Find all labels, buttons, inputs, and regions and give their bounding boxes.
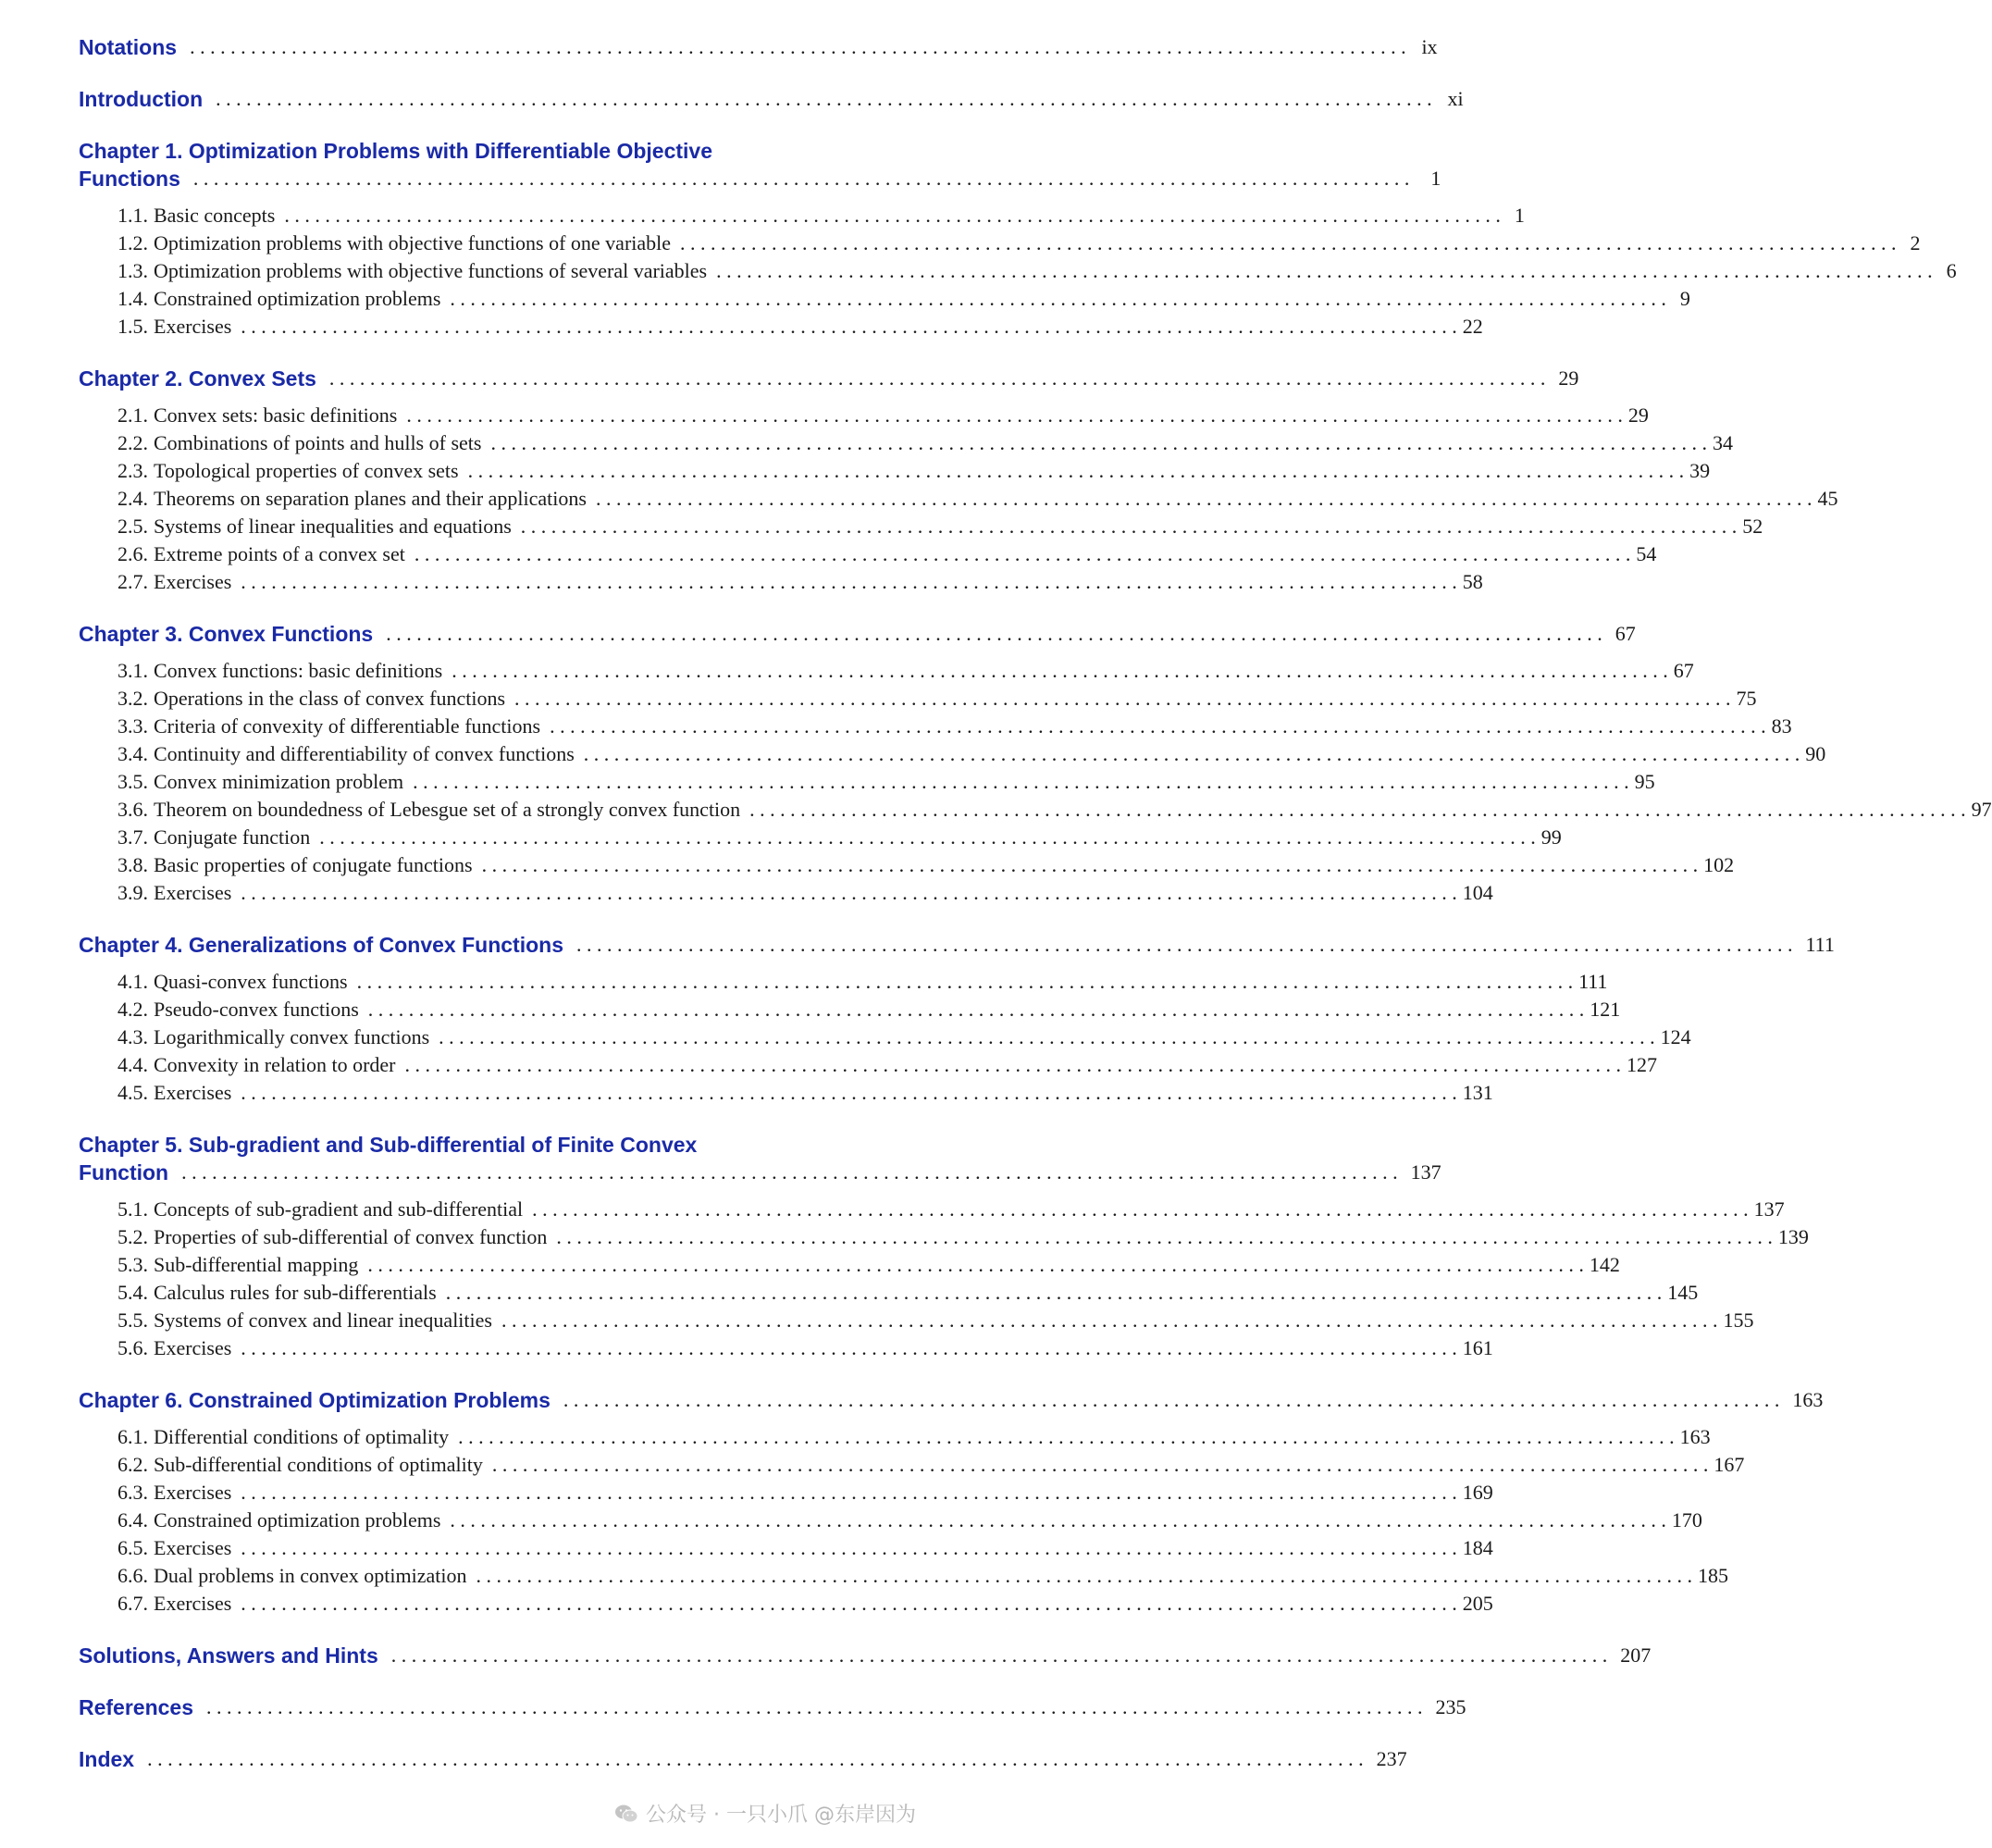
section-list — [79, 1423, 1745, 1618]
dot-leader: . . . . . . . . . . . . . . . . . . . . . . . . . . . . . . . . . . . . . . . . . . . . . . . . . . . . . . . . . . . . . . . . . . . . . . . . . . . . . . . . . . . . . . . . . . . . . . . . . . . . . . . . . . . . . . . . . . . . . . . . — [716, 259, 1933, 282]
section-number: 5.3. — [118, 1253, 148, 1276]
dot-leader: . . . . . . . . . . . . . . . . . . . . . . . . . . . . . . . . . . . . . . . . . . . . . . . . . . . . . . . . . . . . . . . . . . . . . . . . . . . . . . . . . . . . . . . . . . . . . . . . . . . . . . . . . . . . . . . . . . . . . . . . — [450, 1508, 1666, 1532]
toc-section-entry[interactable] — [79, 457, 1711, 485]
dot-leader: . . . . . . . . . . . . . . . . . . . . . . . . . . . . . . . . . . . . . . . . . . . . . . . . . . . . . . . . . . . . . . . . . . . . . . . . . . . . . . . . . . . . . . . . . . . . . . . . . . . . . . . . . . . . . . . . . . . . . . . . — [514, 687, 1731, 710]
section-number: 3.9. — [118, 881, 148, 904]
chapter-title: Function — [79, 1160, 169, 1184]
section-title: Constrained optimization problems — [154, 287, 441, 310]
toc-section-entry[interactable] — [79, 996, 1621, 1023]
chapter-title-line2 — [79, 1159, 1441, 1186]
section-number: 1.3. — [118, 259, 148, 282]
section-gap — [79, 907, 870, 931]
section-title: Continuity and differentiability of convex functions — [154, 742, 575, 765]
toc-section-entry[interactable] — [79, 540, 1657, 568]
section-title: Conjugate function — [154, 825, 311, 849]
chapter-title: Chapter 2. Convex Sets — [79, 366, 316, 391]
toc-section-entry[interactable] — [79, 568, 1483, 596]
chapter-page-number: 29 — [1558, 366, 1579, 390]
dot-leader: . . . . . . . . . . . . . . . . . . . . . . . . . . . . . . . . . . . . . . . . . . . . . . . . . . . . . . . . . . . . . . . . . . . . . . . . . . . . . . . . . . . . . . . . . . . . . . . . . . . . . . . . . . . . . . . . . . . . . . . . — [190, 35, 1406, 58]
dot-leader: . . . . . . . . . . . . . . . . . . . . . . . . . . . . . . . . . . . . . . . . . . . . . . . . . . . . . . . . . . . . . . . . . . . . . . . . . . . . . . . . . . . . . . . . . . . . . . . . . . . . . . . . . . . . . . . . . . . . . . . . — [556, 1225, 1773, 1248]
chapter-title: Chapter 3. Convex Functions — [79, 622, 374, 646]
table-of-contents — [79, 33, 1992, 1773]
watermark — [614, 1799, 916, 1828]
toc-section-entry[interactable] — [79, 1507, 1702, 1534]
section-page-number: 52 — [1742, 515, 1763, 538]
section-page-number: 1 — [1514, 204, 1525, 227]
section-page-number: 185 — [1698, 1564, 1728, 1587]
section-page-number: 155 — [1723, 1308, 1754, 1332]
dot-leader: . . . . . . . . . . . . . . . . . . . . . . . . . . . . . . . . . . . . . . . . . . . . . . . . . . . . . . . . . . . . . . . . . . . . . . . . . . . . . . . . . . . . . . . . . . . . . . . . . . . . . . . . . . . . . . . . . . . . . . . . — [319, 825, 1536, 849]
section-number: 6.7. — [118, 1592, 148, 1615]
toc-section-entry[interactable] — [79, 796, 1992, 824]
section-number: 6.4. — [118, 1508, 148, 1532]
section-number: 6.1. — [118, 1425, 148, 1448]
section-page-number: 170 — [1671, 1508, 1702, 1532]
section-title: Extreme points of a convex set — [154, 542, 405, 565]
dot-leader: . . . . . . . . . . . . . . . . . . . . . . . . . . . . . . . . . . . . . . . . . . . . . . . . . . . . . . . . . . . . . . . . . . . . . . . . . . . . . . . . . . . . . . . . . . . . . . . . . . . . . . . . . . . . . . . . . . . . . . . . — [241, 881, 1457, 904]
chapter-title-line1: Chapter 1. Optimization Problems with Differentiable Objective — [79, 139, 713, 163]
dot-leader: . . . . . . . . . . . . . . . . . . . . . . . . . . . . . . . . . . . . . . . . . . . . . . . . . . . . . . . . . . . . . . . . . . . . . . . . . . . . . . . . . . . . . . . . . . . . . . . . . . . . . . . . . . . . . . . . . . . . . . . . — [181, 1160, 1398, 1184]
toc-section-entry[interactable] — [79, 513, 1763, 540]
section-page-number: 102 — [1703, 853, 1735, 876]
section-number: 5.5. — [118, 1308, 148, 1332]
section-title: Convex sets: basic definitions — [154, 403, 398, 427]
dot-leader: . . . . . . . . . . . . . . . . . . . . . . . . . . . . . . . . . . . . . . . . . . . . . . . . . . . . . . . . . . . . . . . . . . . . . . . . . . . . . . . . . . . . . . . . . . . . . . . . . . . . . . . . . . . . . . . . . . . . . . . . — [206, 1695, 1423, 1718]
toc-section-entry[interactable] — [79, 229, 1921, 257]
toc-section-entry[interactable] — [79, 740, 1826, 768]
dot-leader: . . . . . . . . . . . . . . . . . . . . . . . . . . . . . . . . . . . . . . . . . . . . . . . . . . . . . . . . . . . . . . . . . . . . . . . . . . . . . . . . . . . . . . . . . . . . . . . . . . . . . . . . . . . . . . . . . . . . . . . . — [491, 1453, 1709, 1476]
toc-section-entry[interactable] — [79, 1423, 1711, 1451]
chapter-title: Chapter 4. Generalizations of Convex Functions — [79, 933, 563, 957]
chapter-title-line2 — [79, 165, 1441, 192]
section-title: Operations in the class of convex functions — [154, 687, 506, 710]
section-gap — [79, 1107, 870, 1131]
dot-leader: . . . . . . . . . . . . . . . . . . . . . . . . . . . . . . . . . . . . . . . . . . . . . . . . . . . . . . . . . . . . . . . . . . . . . . . . . . . . . . . . . . . . . . . . . . . . . . . . . . . . . . . . . . . . . . . . . . . . . . . . — [414, 542, 1631, 565]
dot-leader: . . . . . . . . . . . . . . . . . . . . . . . . . . . . . . . . . . . . . . . . . . . . . . . . . . . . . . . . . . . . . . . . . . . . . . . . . . . . . . . . . . . . . . . . . . . . . . . . . . . . . . . . . . . . . . . . . . . . . . . . — [192, 167, 1410, 190]
section-title: Topological properties of convex sets — [154, 459, 459, 482]
section-title: Exercises — [154, 1536, 232, 1559]
dot-leader: . . . . . . . . . . . . . . . . . . . . . . . . . . . . . . . . . . . . . . . . . . . . . . . . . . . . . . . . . . . . . . . . . . . . . . . . . . . . . . . . . . . . . . . . . . . . . . . . . . . . . . . . . . . . . . . . . . . . . . . . — [406, 403, 1623, 427]
section-title: Exercises — [154, 881, 232, 904]
section-page-number: 104 — [1462, 881, 1493, 904]
section-page-number: 39 — [1689, 459, 1711, 482]
dot-leader: . . . . . . . . . . . . . . . . . . . . . . . . . . . . . . . . . . . . . . . . . . . . . . . . . . . . . . . . . . . . . . . . . . . . . . . . . . . . . . . . . . . . . . . . . . . . . . . . . . . . . . . . . . . . . . . . . . . . . . . . — [241, 1592, 1457, 1615]
toc-section-entry[interactable] — [79, 657, 1694, 685]
dot-leader: . . . . . . . . . . . . . . . . . . . . . . . . . . . . . . . . . . . . . . . . . . . . . . . . . . . . . . . . . . . . . . . . . . . . . . . . . . . . . . . . . . . . . . . . . . . . . . . . . . . . . . . . . . . . . . . . . . . . . . . . — [241, 1081, 1457, 1104]
section-number: 6.3. — [118, 1481, 148, 1504]
dot-leader: . . . . . . . . . . . . . . . . . . . . . . . . . . . . . . . . . . . . . . . . . . . . . . . . . . . . . . . . . . . . . . . . . . . . . . . . . . . . . . . . . . . . . . . . . . . . . . . . . . . . . . . . . . . . . . . . . . . . . . . . — [520, 515, 1738, 538]
toc-section-entry[interactable] — [79, 1279, 1699, 1307]
chapter-page-number: 163 — [1792, 1388, 1824, 1411]
toc-section-entry[interactable] — [79, 1251, 1620, 1279]
toc-chapter-entry[interactable] — [79, 1642, 1652, 1669]
section-page-number: 95 — [1634, 770, 1655, 793]
section-title: Criteria of convexity of differentiable functions — [154, 714, 541, 738]
section-number: 3.3. — [118, 714, 148, 738]
section-number: 2.2. — [118, 431, 148, 454]
section-number: 6.6. — [118, 1564, 148, 1587]
section-number: 3.6. — [118, 798, 148, 821]
toc-section-entry[interactable] — [79, 1451, 1745, 1479]
dot-leader: . . . . . . . . . . . . . . . . . . . . . . . . . . . . . . . . . . . . . . . . . . . . . . . . . . . . . . . . . . . . . . . . . . . . . . . . . . . . . . . . . . . . . . . . . . . . . . . . . . . . . . . . . . . . . . . . . . . . . . . . — [241, 1336, 1457, 1359]
toc-section-entry[interactable] — [79, 1223, 1809, 1251]
dot-leader: . . . . . . . . . . . . . . . . . . . . . . . . . . . . . . . . . . . . . . . . . . . . . . . . . . . . . . . . . . . . . . . . . . . . . . . . . . . . . . . . . . . . . . . . . . . . . . . . . . . . . . . . . . . . . . . . . . . . . . . . — [356, 970, 1574, 993]
section-number: 4.1. — [118, 970, 148, 993]
section-page-number: 139 — [1777, 1225, 1809, 1248]
section-page-number: 9 — [1679, 287, 1690, 310]
chapter-title: Solutions, Answers and Hints — [79, 1643, 378, 1668]
section-number: 4.3. — [118, 1025, 148, 1048]
chapter-title: Chapter 6. Constrained Optimization Problems — [79, 1388, 551, 1412]
dot-leader: . . . . . . . . . . . . . . . . . . . . . . . . . . . . . . . . . . . . . . . . . . . . . . . . . . . . . . . . . . . . . . . . . . . . . . . . . . . . . . . . . . . . . . . . . . . . . . . . . . . . . . . . . . . . . . . . . . . . . . . . — [467, 459, 1685, 482]
section-gap — [79, 113, 870, 137]
dot-leader: . . . . . . . . . . . . . . . . . . . . . . . . . . . . . . . . . . . . . . . . . . . . . . . . . . . . . . . . . . . . . . . . . . . . . . . . . . . . . . . . . . . . . . . . . . . . . . . . . . . . . . . . . . . . . . . . . . . . . . . . — [458, 1425, 1675, 1448]
section-number: 3.2. — [118, 687, 148, 710]
dot-leader: . . . . . . . . . . . . . . . . . . . . . . . . . . . . . . . . . . . . . . . . . . . . . . . . . . . . . . . . . . . . . . . . . . . . . . . . . . . . . . . . . . . . . . . . . . . . . . . . . . . . . . . . . . . . . . . . . . . . . . . . — [390, 1643, 1608, 1667]
section-number: 1.4. — [118, 287, 148, 310]
toc-section-entry[interactable] — [79, 1562, 1728, 1590]
section-number: 4.2. — [118, 998, 148, 1021]
chapter-page-number: 207 — [1620, 1643, 1652, 1667]
section-title: Combinations of points and hulls of sets — [154, 431, 482, 454]
section-title: Optimization problems with objective functions of one variable — [154, 231, 672, 254]
toc-chapter-entry[interactable] — [79, 620, 1636, 648]
section-gap — [79, 1669, 870, 1693]
dot-leader: . . . . . . . . . . . . . . . . . . . . . . . . . . . . . . . . . . . . . . . . . . . . . . . . . . . . . . . . . . . . . . . . . . . . . . . . . . . . . . . . . . . . . . . . . . . . . . . . . . . . . . . . . . . . . . . . . . . . . . . . — [680, 231, 1897, 254]
section-page-number: 127 — [1627, 1053, 1657, 1076]
section-title: Exercises — [154, 315, 232, 338]
section-title: Exercises — [154, 1592, 232, 1615]
section-number: 1.1. — [118, 204, 148, 227]
dot-leader: . . . . . . . . . . . . . . . . . . . . . . . . . . . . . . . . . . . . . . . . . . . . . . . . . . . . . . . . . . . . . . . . . . . . . . . . . . . . . . . . . . . . . . . . . . . . . . . . . . . . . . . . . . . . . . . . . . . . . . . . — [241, 570, 1457, 593]
section-page-number: 205 — [1462, 1592, 1493, 1615]
section-list — [79, 657, 1992, 907]
section-page-number: 22 — [1462, 315, 1483, 338]
section-number: 2.5. — [118, 515, 148, 538]
section-title: Sub-differential mapping — [154, 1253, 359, 1276]
section-page-number: 75 — [1736, 687, 1757, 710]
toc-chapter-entry[interactable] — [79, 1131, 1441, 1186]
toc-section-entry[interactable] — [79, 713, 1792, 740]
section-page-number: 161 — [1462, 1336, 1493, 1359]
toc-section-entry[interactable] — [79, 768, 1655, 796]
section-page-number: 2 — [1910, 231, 1921, 254]
section-number: 3.4. — [118, 742, 148, 765]
dot-leader: . . . . . . . . . . . . . . . . . . . . . . . . . . . . . . . . . . . . . . . . . . . . . . . . . . . . . . . . . . . . . . . . . . . . . . . . . . . . . . . . . . . . . . . . . . . . . . . . . . . . . . . . . . . . . . . . . . . . . . . . — [367, 1253, 1584, 1276]
dot-leader: . . . . . . . . . . . . . . . . . . . . . . . . . . . . . . . . . . . . . . . . . . . . . . . . . . . . . . . . . . . . . . . . . . . . . . . . . . . . . . . . . . . . . . . . . . . . . . . . . . . . . . . . . . . . . . . . . . . . . . . . — [439, 1025, 1655, 1048]
dot-leader: . . . . . . . . . . . . . . . . . . . . . . . . . . . . . . . . . . . . . . . . . . . . . . . . . . . . . . . . . . . . . . . . . . . . . . . . . . . . . . . . . . . . . . . . . . . . . . . . . . . . . . . . . . . . . . . . . . . . . . . . — [481, 853, 1699, 876]
section-page-number: 67 — [1673, 659, 1694, 682]
section-number: 3.1. — [118, 659, 148, 682]
section-title: Theorems on separation planes and their applications — [154, 487, 587, 510]
section-gap — [79, 596, 870, 620]
section-number: 5.1. — [118, 1197, 148, 1221]
section-number: 2.3. — [118, 459, 148, 482]
toc-chapter-entry[interactable] — [79, 931, 1835, 959]
section-page-number: 99 — [1540, 825, 1562, 849]
section-number: 6.2. — [118, 1453, 148, 1476]
section-number: 3.7. — [118, 825, 148, 849]
chapter-title: Functions — [79, 167, 180, 191]
section-title: Exercises — [154, 1336, 232, 1359]
section-number: 5.6. — [118, 1336, 148, 1359]
chapter-page-number: xi — [1447, 87, 1464, 110]
section-page-number: 83 — [1771, 714, 1792, 738]
chapter-page-number: ix — [1421, 35, 1438, 58]
section-title: Calculus rules for sub-differentials — [154, 1281, 437, 1304]
dot-leader: . . . . . . . . . . . . . . . . . . . . . . . . . . . . . . . . . . . . . . . . . . . . . . . . . . . . . . . . . . . . . . . . . . . . . . . . . . . . . . . . . . . . . . . . . . . . . . . . . . . . . . . . . . . . . . . . . . . . . . . . — [595, 487, 1813, 510]
section-number: 2.6. — [118, 542, 148, 565]
chapter-title-line1: Chapter 5. Sub-gradient and Sub-differential of Finite Convex — [79, 1133, 698, 1157]
toc-section-entry[interactable] — [79, 285, 1690, 313]
toc-section-entry[interactable] — [79, 851, 1735, 879]
section-number: 3.8. — [118, 853, 148, 876]
toc-section-entry[interactable] — [79, 1051, 1657, 1079]
section-title: Sub-differential conditions of optimality — [154, 1453, 483, 1476]
dot-leader: . . . . . . . . . . . . . . . . . . . . . . . . . . . . . . . . . . . . . . . . . . . . . . . . . . . . . . . . . . . . . . . . . . . . . . . . . . . . . . . . . . . . . . . . . . . . . . . . . . . . . . . . . . . . . . . . . . . . . . . . — [367, 998, 1585, 1021]
toc-section-entry[interactable] — [79, 402, 1649, 429]
section-page-number: 163 — [1679, 1425, 1711, 1448]
toc-section-entry[interactable] — [79, 1023, 1691, 1051]
dot-leader: . . . . . . . . . . . . . . . . . . . . . . . . . . . . . . . . . . . . . . . . . . . . . . . . . . . . . . . . . . . . . . . . . . . . . . . . . . . . . . . . . . . . . . . . . . . . . . . . . . . . . . . . . . . . . . . . . . . . . . . . — [386, 622, 1602, 645]
section-page-number: 167 — [1714, 1453, 1745, 1476]
toc-chapter-entry[interactable] — [79, 1745, 1407, 1773]
section-title: Differential conditions of optimality — [154, 1425, 450, 1448]
section-title: Systems of linear inequalities and equations — [154, 515, 512, 538]
section-page-number: 142 — [1589, 1253, 1620, 1276]
dot-leader: . . . . . . . . . . . . . . . . . . . . . . . . . . . . . . . . . . . . . . . . . . . . . . . . . . . . . . . . . . . . . . . . . . . . . . . . . . . . . . . . . . . . . . . . . . . . . . . . . . . . . . . . . . . . . . . . . . . . . . . . — [241, 315, 1457, 338]
toc-chapter-entry[interactable] — [79, 33, 1438, 61]
section-number: 1.5. — [118, 315, 148, 338]
toc-section-entry[interactable] — [79, 1479, 1493, 1507]
chapter-title: Index — [79, 1747, 135, 1771]
toc-section-entry[interactable] — [79, 824, 1562, 851]
section-list — [79, 1196, 1809, 1362]
dot-leader: . . . . . . . . . . . . . . . . . . . . . . . . . . . . . . . . . . . . . . . . . . . . . . . . . . . . . . . . . . . . . . . . . . . . . . . . . . . . . . . . . . . . . . . . . . . . . . . . . . . . . . . . . . . . . . . . . . . . . . . . — [550, 714, 1766, 738]
section-page-number: 34 — [1712, 431, 1733, 454]
toc-section-entry[interactable] — [79, 968, 1608, 996]
section-page-number: 45 — [1817, 487, 1838, 510]
section-title: Convexity in relation to order — [154, 1053, 396, 1076]
chapter-title: References — [79, 1695, 194, 1719]
section-title: Convex minimization problem — [154, 770, 404, 793]
toc-section-entry[interactable] — [79, 429, 1733, 457]
dot-leader: . . . . . . . . . . . . . . . . . . . . . . . . . . . . . . . . . . . . . . . . . . . . . . . . . . . . . . . . . . . . . . . . . . . . . . . . . . . . . . . . . . . . . . . . . . . . . . . . . . . . . . . . . . . . . . . . . . . . . . . . — [452, 659, 1668, 682]
toc-chapter-entry[interactable] — [79, 85, 1464, 113]
section-title: Exercises — [154, 1481, 232, 1504]
section-gap — [79, 341, 870, 365]
section-title: Dual problems in convex optimization — [154, 1564, 467, 1587]
toc-section-entry[interactable] — [79, 202, 1525, 229]
toc-section-entry[interactable] — [79, 1307, 1754, 1334]
section-list — [79, 202, 1957, 341]
dot-leader: . . . . . . . . . . . . . . . . . . . . . . . . . . . . . . . . . . . . . . . . . . . . . . . . . . . . . . . . . . . . . . . . . . . . . . . . . . . . . . . . . . . . . . . . . . . . . . . . . . . . . . . . . . . . . . . . . . . . . . . . — [147, 1747, 1364, 1770]
dot-leader: . . . . . . . . . . . . . . . . . . . . . . . . . . . . . . . . . . . . . . . . . . . . . . . . . . . . . . . . . . . . . . . . . . . . . . . . . . . . . . . . . . . . . . . . . . . . . . . . . . . . . . . . . . . . . . . . . . . . . . . . — [749, 798, 1966, 821]
section-gap — [79, 1721, 870, 1745]
section-page-number: 58 — [1462, 570, 1483, 593]
chapter-page-number: 111 — [1805, 933, 1835, 956]
section-page-number: 137 — [1753, 1197, 1785, 1221]
section-title: Systems of convex and linear inequalities — [154, 1308, 492, 1332]
chapter-page-number: 1 — [1430, 167, 1441, 190]
watermark-text: 公众号 · 一只小爪 @东岸因为 — [646, 1804, 916, 1827]
section-title: Exercises — [154, 570, 232, 593]
toc-section-entry[interactable] — [79, 1334, 1493, 1362]
toc-chapter-entry[interactable] — [79, 1386, 1824, 1414]
dot-leader: . . . . . . . . . . . . . . . . . . . . . . . . . . . . . . . . . . . . . . . . . . . . . . . . . . . . . . . . . . . . . . . . . . . . . . . . . . . . . . . . . . . . . . . . . . . . . . . . . . . . . . . . . . . . . . . . . . . . . . . . — [450, 287, 1666, 310]
section-title: Quasi-convex functions — [154, 970, 348, 993]
section-list — [79, 968, 1691, 1107]
section-title: Pseudo-convex functions — [154, 998, 359, 1021]
dot-leader: . . . . . . . . . . . . . . . . . . . . . . . . . . . . . . . . . . . . . . . . . . . . . . . . . . . . . . . . . . . . . . . . . . . . . . . . . . . . . . . . . . . . . . . . . . . . . . . . . . . . . . . . . . . . . . . . . . . . . . . . — [532, 1197, 1749, 1221]
dot-leader: . . . . . . . . . . . . . . . . . . . . . . . . . . . . . . . . . . . . . . . . . . . . . . . . . . . . . . . . . . . . . . . . . . . . . . . . . . . . . . . . . . . . . . . . . . . . . . . . . . . . . . . . . . . . . . . . . . . . . . . . — [413, 770, 1629, 793]
section-title: Properties of sub-differential of convex function — [154, 1225, 548, 1248]
dot-leader: . . . . . . . . . . . . . . . . . . . . . . . . . . . . . . . . . . . . . . . . . . . . . . . . . . . . . . . . . . . . . . . . . . . . . . . . . . . . . . . . . . . . . . . . . . . . . . . . . . . . . . . . . . . . . . . . . . . . . . . . — [501, 1308, 1718, 1332]
dot-leader: . . . . . . . . . . . . . . . . . . . . . . . . . . . . . . . . . . . . . . . . . . . . . . . . . . . . . . . . . . . . . . . . . . . . . . . . . . . . . . . . . . . . . . . . . . . . . . . . . . . . . . . . . . . . . . . . . . . . . . . . — [284, 204, 1501, 227]
toc-section-entry[interactable] — [79, 1196, 1785, 1223]
section-gap — [79, 1618, 870, 1642]
section-title: Constrained optimization problems — [154, 1508, 441, 1532]
section-gap — [79, 61, 870, 85]
toc-section-entry[interactable] — [79, 485, 1838, 513]
section-number: 4.5. — [118, 1081, 148, 1104]
toc-section-entry[interactable] — [79, 1079, 1493, 1107]
toc-section-entry[interactable] — [79, 685, 1757, 713]
chapter-page-number: 237 — [1376, 1747, 1407, 1770]
section-title: Basic concepts — [154, 204, 276, 227]
chapter-title: Notations — [79, 35, 178, 59]
toc-section-entry[interactable] — [79, 879, 1493, 907]
section-page-number: 184 — [1462, 1536, 1493, 1559]
section-page-number: 169 — [1462, 1481, 1493, 1504]
section-page-number: 111 — [1578, 970, 1608, 993]
toc-section-entry[interactable] — [79, 313, 1483, 341]
section-number: 1.2. — [118, 231, 148, 254]
dot-leader: . . . . . . . . . . . . . . . . . . . . . . . . . . . . . . . . . . . . . . . . . . . . . . . . . . . . . . . . . . . . . . . . . . . . . . . . . . . . . . . . . . . . . . . . . . . . . . . . . . . . . . . . . . . . . . . . . . . . . . . . — [404, 1053, 1621, 1076]
section-page-number: 145 — [1667, 1281, 1699, 1304]
toc-chapter-entry[interactable] — [79, 365, 1579, 392]
section-number: 5.4. — [118, 1281, 148, 1304]
section-number: 6.5. — [118, 1536, 148, 1559]
dot-leader: . . . . . . . . . . . . . . . . . . . . . . . . . . . . . . . . . . . . . . . . . . . . . . . . . . . . . . . . . . . . . . . . . . . . . . . . . . . . . . . . . . . . . . . . . . . . . . . . . . . . . . . . . . . . . . . . . . . . . . . . — [241, 1536, 1457, 1559]
section-number: 5.2. — [118, 1225, 148, 1248]
chapter-page-number: 137 — [1410, 1160, 1441, 1184]
dot-leader: . . . . . . . . . . . . . . . . . . . . . . . . . . . . . . . . . . . . . . . . . . . . . . . . . . . . . . . . . . . . . . . . . . . . . . . . . . . . . . . . . . . . . . . . . . . . . . . . . . . . . . . . . . . . . . . . . . . . . . . . — [216, 87, 1432, 110]
toc-section-entry[interactable] — [79, 257, 1957, 285]
section-page-number: 131 — [1462, 1081, 1493, 1104]
section-page-number: 97 — [1971, 798, 1992, 821]
section-gap — [79, 1362, 870, 1386]
dot-leader: . . . . . . . . . . . . . . . . . . . . . . . . . . . . . . . . . . . . . . . . . . . . . . . . . . . . . . . . . . . . . . . . . . . . . . . . . . . . . . . . . . . . . . . . . . . . . . . . . . . . . . . . . . . . . . . . . . . . . . . . — [583, 742, 1800, 765]
section-title: Theorem on boundedness of Lebesgue set of a strongly convex function — [154, 798, 741, 821]
section-list — [79, 402, 1838, 596]
section-page-number: 54 — [1636, 542, 1657, 565]
dot-leader: . . . . . . . . . . . . . . . . . . . . . . . . . . . . . . . . . . . . . . . . . . . . . . . . . . . . . . . . . . . . . . . . . . . . . . . . . . . . . . . . . . . . . . . . . . . . . . . . . . . . . . . . . . . . . . . . . . . . . . . . — [563, 1388, 1780, 1411]
chapter-page-number: 67 — [1615, 622, 1636, 645]
toc-section-entry[interactable] — [79, 1590, 1493, 1618]
toc-chapter-entry[interactable] — [79, 1693, 1466, 1721]
chapter-page-number: 235 — [1435, 1695, 1466, 1718]
dot-leader: . . . . . . . . . . . . . . . . . . . . . . . . . . . . . . . . . . . . . . . . . . . . . . . . . . . . . . . . . . . . . . . . . . . . . . . . . . . . . . . . . . . . . . . . . . . . . . . . . . . . . . . . . . . . . . . . . . . . . . . . — [445, 1281, 1663, 1304]
section-title: Exercises — [154, 1081, 232, 1104]
section-number: 3.5. — [118, 770, 148, 793]
section-number: 2.4. — [118, 487, 148, 510]
toc-chapter-entry[interactable] — [79, 137, 1441, 192]
section-page-number: 6 — [1946, 259, 1957, 282]
dot-leader: . . . . . . . . . . . . . . . . . . . . . . . . . . . . . . . . . . . . . . . . . . . . . . . . . . . . . . . . . . . . . . . . . . . . . . . . . . . . . . . . . . . . . . . . . . . . . . . . . . . . . . . . . . . . . . . . . . . . . . . . — [241, 1481, 1457, 1504]
section-title: Optimization problems with objective functions of several variables — [154, 259, 708, 282]
dot-leader: . . . . . . . . . . . . . . . . . . . . . . . . . . . . . . . . . . . . . . . . . . . . . . . . . . . . . . . . . . . . . . . . . . . . . . . . . . . . . . . . . . . . . . . . . . . . . . . . . . . . . . . . . . . . . . . . . . . . . . . . — [476, 1564, 1692, 1587]
section-page-number: 124 — [1660, 1025, 1691, 1048]
section-page-number: 121 — [1590, 998, 1621, 1021]
dot-leader: . . . . . . . . . . . . . . . . . . . . . . . . . . . . . . . . . . . . . . . . . . . . . . . . . . . . . . . . . . . . . . . . . . . . . . . . . . . . . . . . . . . . . . . . . . . . . . . . . . . . . . . . . . . . . . . . . . . . . . . . — [490, 431, 1707, 454]
section-title: Concepts of sub-gradient and sub-differential — [154, 1197, 524, 1221]
section-title: Basic properties of conjugate functions — [154, 853, 473, 876]
section-number: 2.1. — [118, 403, 148, 427]
section-number: 2.7. — [118, 570, 148, 593]
section-page-number: 29 — [1627, 403, 1649, 427]
section-number: 4.4. — [118, 1053, 148, 1076]
section-title: Convex functions: basic definitions — [154, 659, 443, 682]
wechat-icon — [614, 1804, 638, 1824]
dot-leader: . . . . . . . . . . . . . . . . . . . . . . . . . . . . . . . . . . . . . . . . . . . . . . . . . . . . . . . . . . . . . . . . . . . . . . . . . . . . . . . . . . . . . . . . . . . . . . . . . . . . . . . . . . . . . . . . . . . . . . . . — [575, 933, 1793, 956]
dot-leader: . . . . . . . . . . . . . . . . . . . . . . . . . . . . . . . . . . . . . . . . . . . . . . . . . . . . . . . . . . . . . . . . . . . . . . . . . . . . . . . . . . . . . . . . . . . . . . . . . . . . . . . . . . . . . . . . . . . . . . . . — [328, 366, 1546, 390]
chapter-title: Introduction — [79, 87, 204, 111]
section-title: Logarithmically convex functions — [154, 1025, 430, 1048]
toc-section-entry[interactable] — [79, 1534, 1493, 1562]
section-page-number: 90 — [1805, 742, 1826, 765]
